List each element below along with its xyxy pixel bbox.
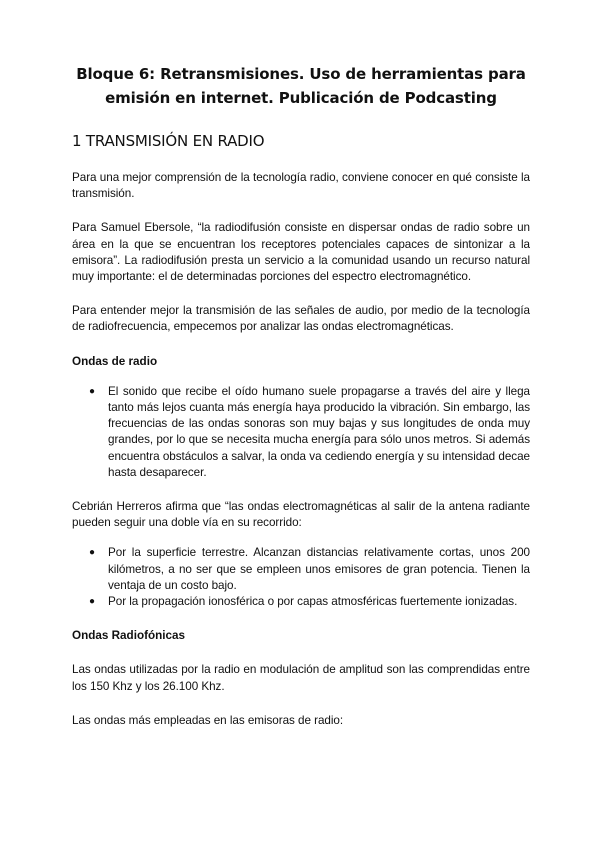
bullet-list-vias [72, 545, 530, 610]
paragraph-ebersole: Para Samuel Ebersole, “la radiodifusión consiste en dispersar ondas de radio sobre un área en la que se encuentran los receptores potenciales capaces de sintonizar a la emisora”. La radiodifusión presta un servicio a la comunidad usando un recurso natural muy importante: el de determinadas porciones del espectro electromagnético. [72, 221, 530, 284]
document-title: Bloque 6: Retransmisiones. Uso de herramientas para emisión en internet. Publicación de Podcasting [76, 65, 526, 107]
list-item [72, 594, 530, 610]
list-item [72, 384, 530, 481]
subheading-ondas-radiofonicas: Ondas Radiofónicas [72, 629, 186, 643]
bullet-dot-icon: ● [89, 596, 95, 608]
section-heading: 1 TRANSMISIÓN EN RADIO [72, 132, 265, 150]
document-page [72, 62, 530, 729]
paragraph-amplitud: Las ondas utilizadas por la radio en modulación de amplitud son las comprendidas entre los 150 Khz y los 26.100 Khz. [72, 663, 530, 693]
list-item [72, 545, 530, 594]
paragraph-intro: Para una mejor comprensión de la tecnología radio, conviene conocer en qué consiste la transmisión. [72, 171, 530, 201]
list-item-text: Por la superficie terrestre. Alcanzan distancias relativamente cortas, unos 200 kilómetros, a no ser que se empleen unos emisores de gran potencia. Tienen la ventaja de un costo bajo. [108, 546, 530, 592]
list-item-text: Por la propagación ionosférica o por capas atmosféricas fuertemente ionizadas. [108, 595, 518, 609]
bullet-dot-icon: ● [89, 385, 95, 397]
paragraph-cebrian: Cebrián Herreros afirma que “las ondas electromagnéticas al salir de la antena radiante pueden seguir una doble vía en su recorrido: [72, 500, 530, 530]
bullet-list-sonido [72, 384, 530, 481]
paragraph-transmision: Para entender mejor la transmisión de las señales de audio, por medio de la tecnología de radiofrecuencia, empecemos por analizar las ondas electromagnéticas. [72, 304, 530, 334]
list-item-text: El sonido que recibe el oído humano suele propagarse a través del aire y llega tanto más lejos cuanta más energía haya producido la vibración. Sin embargo, las frecuencias de las ondas sonoras son muy bajas y sus longitudes de onda muy grandes, por lo que se necesita mucha energía para sólo unos metros. Si además encuentra obstáculos a salvar, la onda va cediendo energía y su intensidad decae hasta desaparecer. [108, 384, 530, 479]
paragraph-emisoras: Las ondas más empleadas en las emisoras de radio: [72, 713, 344, 727]
subheading-ondas-radio: Ondas de radio [72, 354, 158, 368]
bullet-dot-icon: ● [89, 547, 95, 559]
